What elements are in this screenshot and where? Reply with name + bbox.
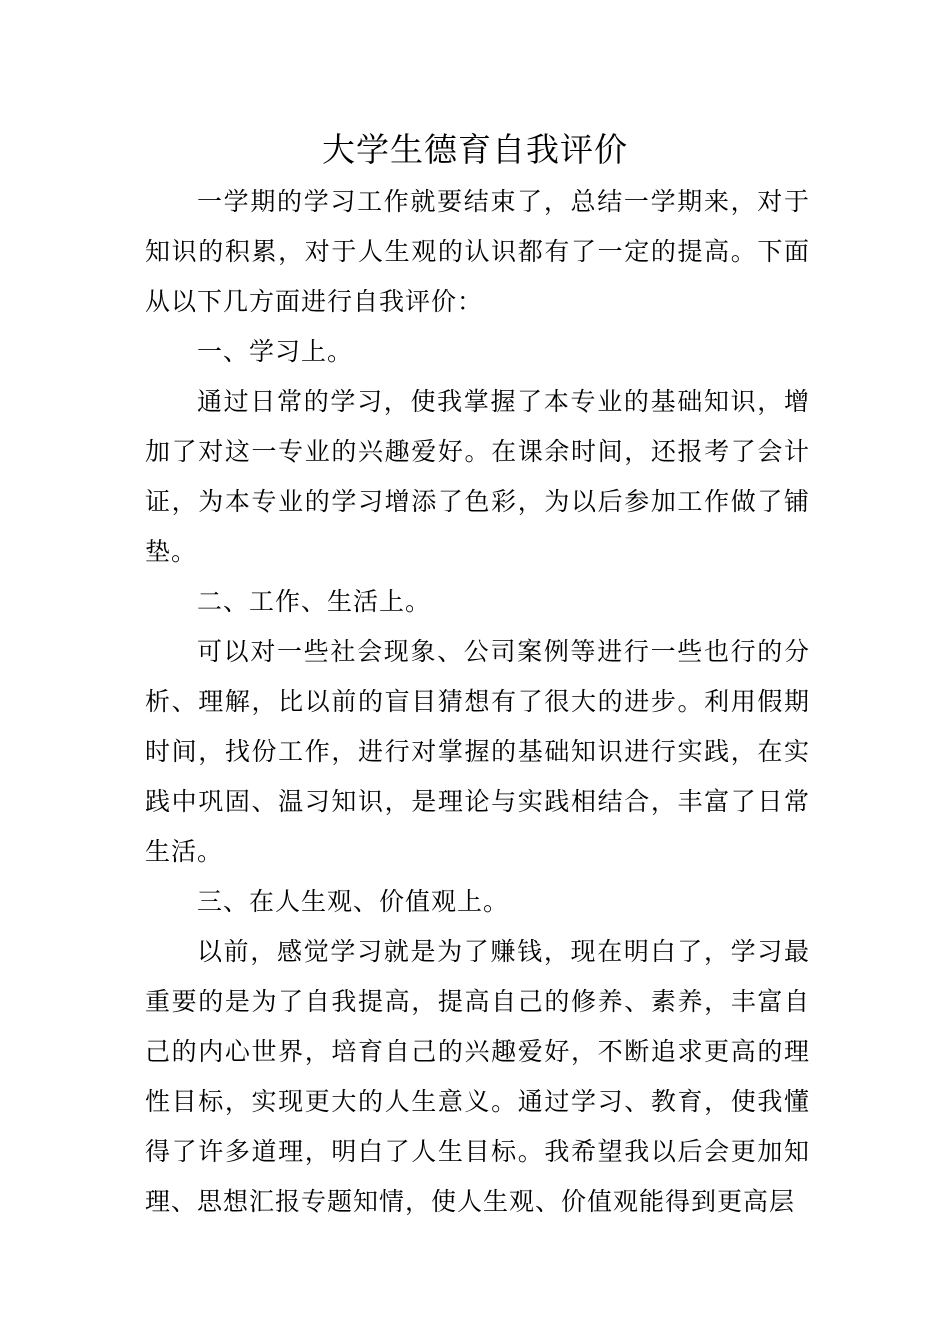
- document-body: [145, 177, 810, 1227]
- paragraph-work-life: 可以对一些社会现象、公司案例等进行一些也行的分析、理解，比以前的盲目猜想有了很大的进步。利用假期时间，找份工作，进行对掌握的基础知识进行实践，在实践中巩固、温习知识，是理论与实践相结合，丰富了日常生活。: [145, 637, 810, 866]
- section-heading-values: 三、在人生观、价值观上。: [197, 887, 510, 916]
- paragraph-study: 通过日常的学习，使我掌握了本专业的基础知识，增加了对这一专业的兴趣爱好。在课余时间，还报考了会计证，为本专业的学习增添了色彩，为以后参加工作做了铺垫。: [145, 387, 810, 566]
- paragraph-intro: 一学期的学习工作就要结束了，总结一学期来，对于知识的积累，对于人生观的认识都有了一定的提高。下面从以下几方面进行自我评价：: [145, 187, 810, 316]
- document-title: 大学生德育自我评价: [322, 130, 628, 169]
- paragraph-values: 以前，感觉学习就是为了赚钱，现在明白了，学习最重要的是为了自我提高，提高自己的修养、素养，丰富自己的内心世界，培育自己的兴趣爱好，不断追求更高的理性目标，实现更大的人生意义。通过学习、教育，使我懂得了许多道理，明白了人生目标。我希望我以后会更加知理、思想汇报专题知情，使人生观、价值观能得到更高层: [145, 937, 810, 1216]
- section-heading-study: 一、学习上。: [197, 337, 354, 366]
- section-heading-work-life: 二、工作、生活上。: [197, 587, 432, 616]
